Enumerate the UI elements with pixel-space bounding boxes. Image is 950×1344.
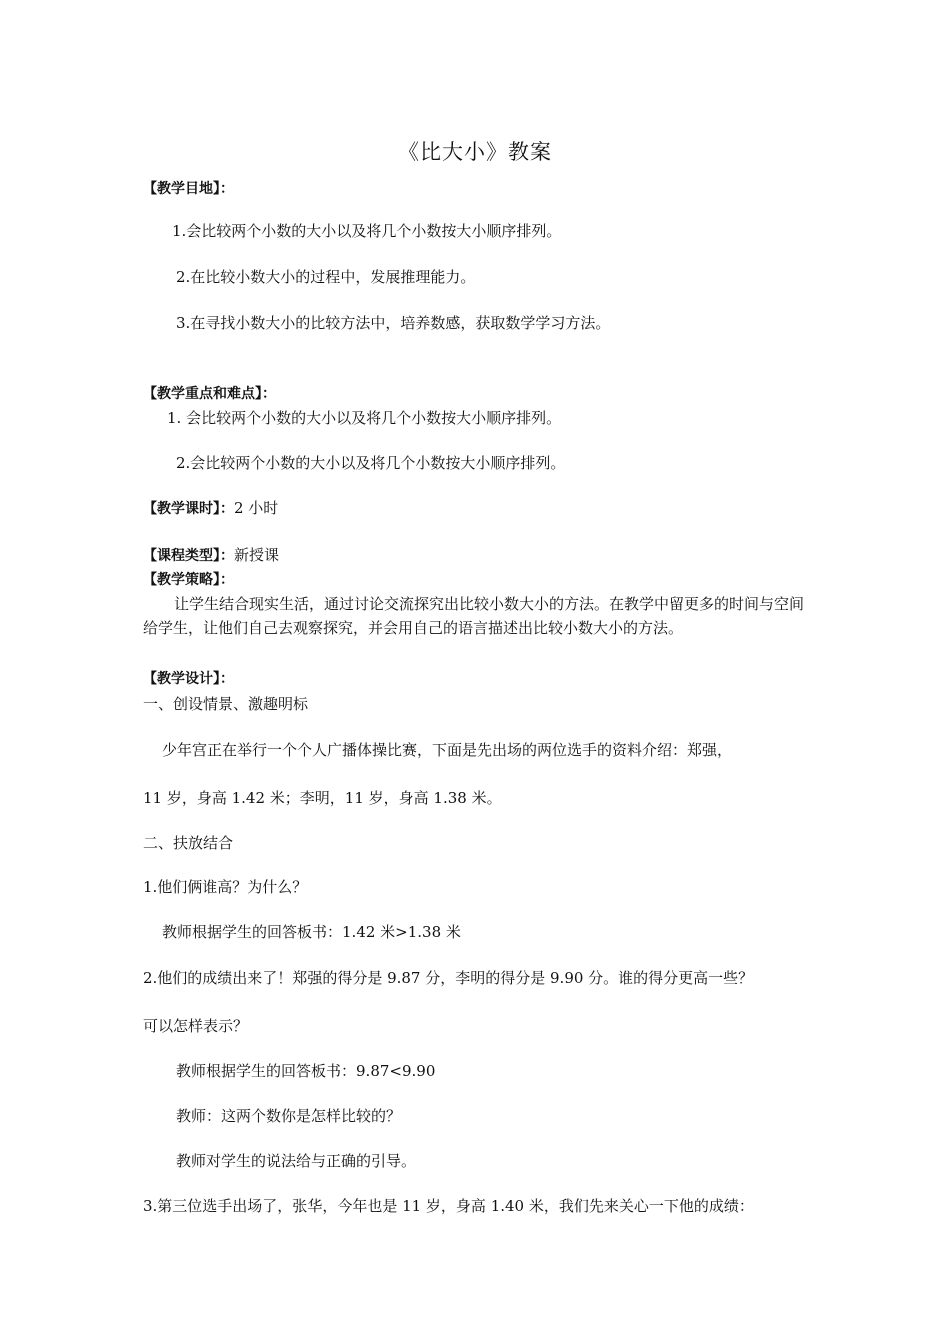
- course-type-row: [143, 545, 279, 566]
- goal-item-1: 1.会比较两个小数的大小以及将几个小数按大小顺序排列。: [172, 222, 562, 240]
- hours-heading: 【教学课时】：: [143, 501, 234, 517]
- goals-heading: 【教学目地】：: [143, 181, 234, 197]
- question-2-board: 教师根据学生的回答板书：9.87<9.90: [176, 1062, 436, 1080]
- design-heading: 【教学设计】：: [143, 671, 234, 687]
- key-points-heading: 【教学重点和难点】：: [143, 386, 276, 402]
- intro-line-2: 11 岁，身高 1.42 米；李明，11 岁，身高 1.38 米。: [143, 789, 502, 807]
- question-2-teacher: 教师：这两个数你是怎样比较的？: [176, 1107, 402, 1125]
- course-type-value: 新授课: [234, 546, 280, 564]
- strategy-heading: 【教学策略】：: [143, 572, 234, 588]
- question-1-board: 教师根据学生的回答板书：1.42 米>1.38 米: [162, 923, 461, 941]
- course-type-heading: 【课程类型】：: [143, 548, 234, 564]
- hours-value: 2 小时: [234, 499, 279, 517]
- document-title: 《比大小》教案: [398, 140, 552, 164]
- key-point-item-1: 1. 会比较两个小数的大小以及将几个小数按大小顺序排列。: [167, 409, 562, 427]
- question-3-line-1: 3.第三位选手出场了，张华，今年也是 11 岁，身高 1.40 米，我们先来关心一下他的成绩：: [143, 1197, 754, 1215]
- intro-line-1: 少年宫正在举行一个个人广播体操比赛，下面是先出场的两位选手的资料介绍：郑强，: [162, 741, 733, 759]
- strategy-paragraph: 让学生结合现实生活，通过讨论交流探究出比较小数大小的方法。在教学中留更多的时间与空间给学生，让他们自己去观察探究，并会用自己的语言描述出比较小数大小的方法。: [143, 595, 805, 637]
- question-2-guide: 教师对学生的说法给与正确的引导。: [176, 1152, 417, 1170]
- section-1-title: 一、创设情景、激趣明标: [143, 695, 309, 713]
- question-1: 1.他们俩谁高？为什么？: [143, 878, 308, 896]
- section-2-title: 二、扶放结合: [143, 834, 234, 852]
- hours-row: [143, 498, 278, 519]
- question-2-line-1: 2.他们的成绩出来了！郑强的得分是 9.87 分，李明的得分是 9.90 分。谁的得分更高一些？: [143, 969, 754, 987]
- question-2-line-2: 可以怎样表示？: [143, 1017, 249, 1035]
- goal-item-3: 3.在寻找小数大小的比较方法中，培养数感，获取数学学习方法。: [176, 314, 611, 332]
- key-point-item-2: 2.会比较两个小数的大小以及将几个小数按大小顺序排列。: [176, 454, 566, 472]
- goal-item-2: 2.在比较小数大小的过程中，发展推理能力。: [176, 268, 476, 286]
